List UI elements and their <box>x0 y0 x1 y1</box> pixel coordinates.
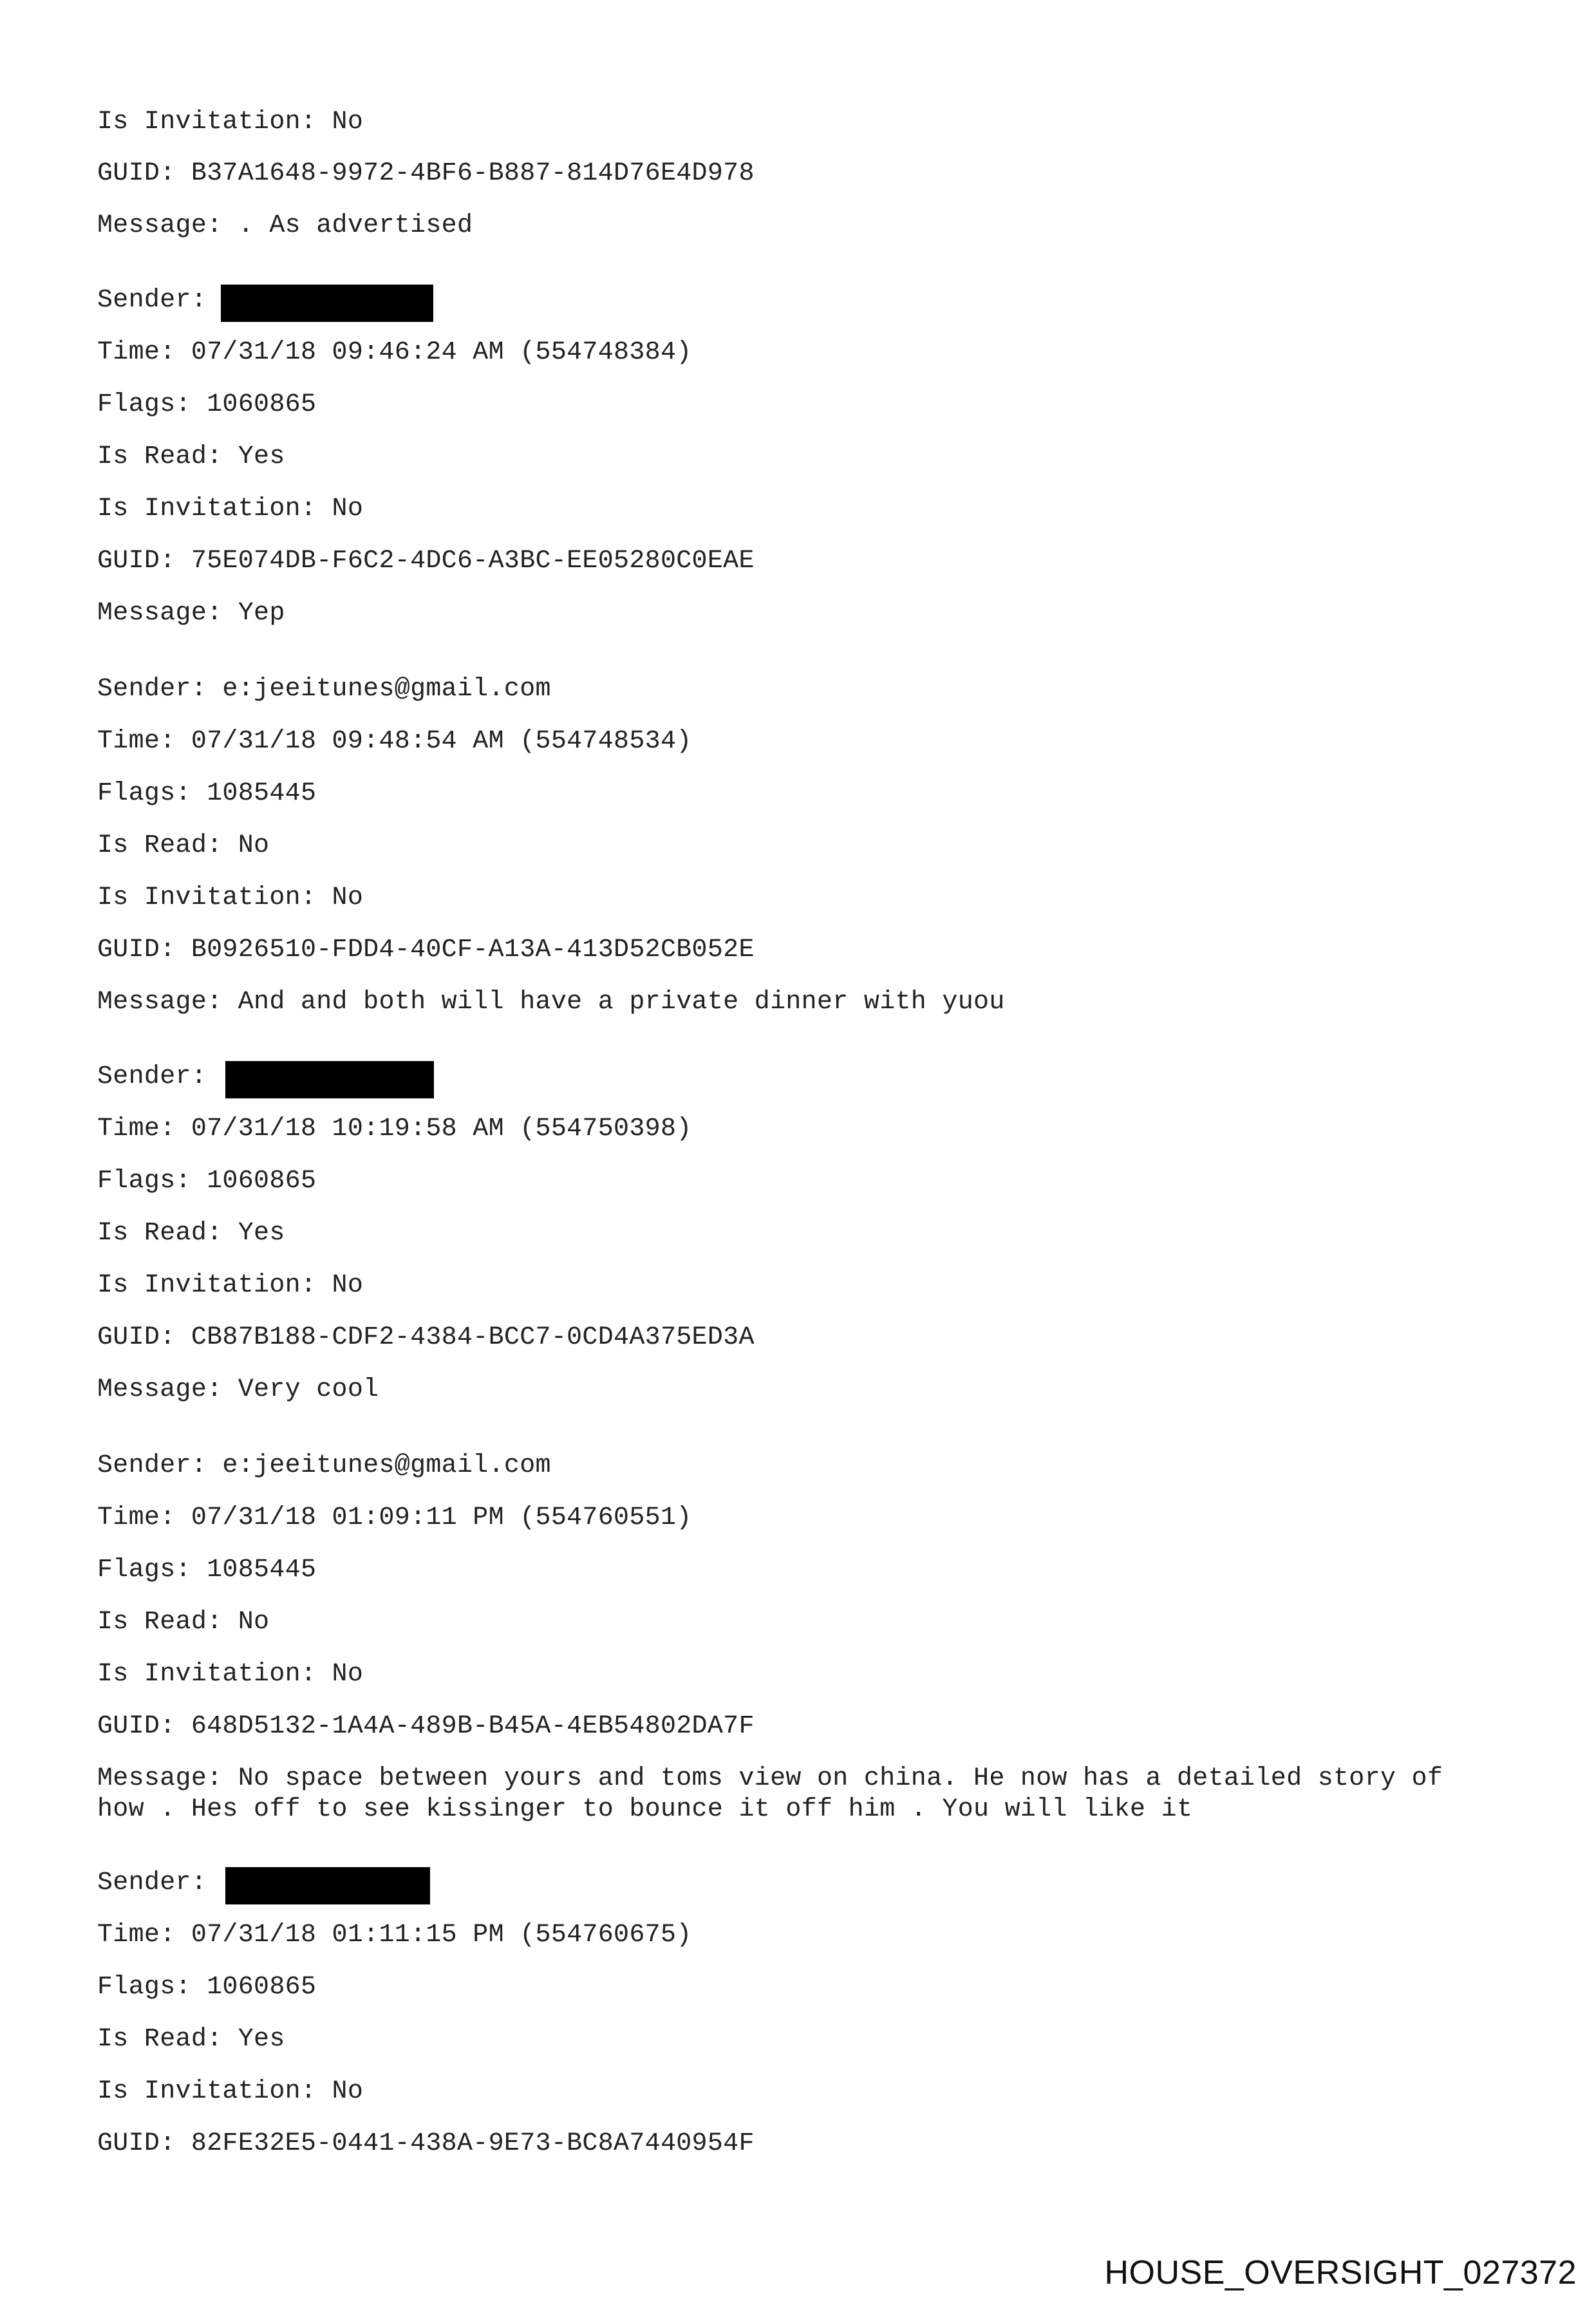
time-line: Time: 07/31/18 09:46:24 AM (554748384) <box>97 338 692 367</box>
guid-line: GUID: B37A1648-9972-4BF6-B887-814D76E4D978 <box>97 159 755 188</box>
is-read-line: Is Read: Yes <box>97 1219 285 1248</box>
is-read-line: Is Read: Yes <box>97 442 285 471</box>
invitation-line: Is Invitation: No <box>97 1271 364 1300</box>
sender-line: Sender: e:jeeitunes@gmail.com <box>97 1451 551 1480</box>
flags-line: Flags: 1085445 <box>97 1556 317 1584</box>
invitation-line: Is Invitation: No <box>97 108 364 136</box>
message-line: Message: Very cool <box>97 1375 379 1404</box>
invitation-line: Is Invitation: No <box>97 494 364 523</box>
flags-line: Flags: 1060865 <box>97 390 317 419</box>
guid-line: GUID: 648D5132-1A4A-489B-B45A-4EB54802DA7F <box>97 1712 755 1741</box>
is-read-line: Is Read: Yes <box>97 2025 285 2054</box>
invitation-line: Is Invitation: No <box>97 1660 364 1689</box>
is-read-line: Is Read: No <box>97 1608 270 1637</box>
guid-line: GUID: 82FE32E5-0441-438A-9E73-BC8A7440954F <box>97 2129 755 2158</box>
redaction-box <box>225 1061 434 1098</box>
guid-line: GUID: CB87B188-CDF2-4384-BCC7-0CD4A375ED3A <box>97 1323 755 1352</box>
bates-number: HOUSE_OVERSIGHT_027372 <box>1104 2254 1577 2291</box>
time-line: Time: 07/31/18 09:48:54 AM (554748534) <box>97 727 692 756</box>
sender-line: Sender: <box>97 1062 207 1091</box>
sender-line: Sender: <box>97 1868 207 1897</box>
sender-line: Sender: <box>97 286 207 315</box>
message-line: Message: And and both will have a private dinner with yuou <box>97 988 1005 1017</box>
flags-line: Flags: 1060865 <box>97 1167 317 1196</box>
message-line: Message: Yep <box>97 599 285 628</box>
is-read-line: Is Read: No <box>97 831 270 860</box>
invitation-line: Is Invitation: No <box>97 2077 364 2106</box>
invitation-line: Is Invitation: No <box>97 883 364 912</box>
time-line: Time: 07/31/18 01:09:11 PM (554760551) <box>97 1503 692 1532</box>
redaction-box <box>221 285 433 322</box>
sender-line: Sender: e:jeeitunes@gmail.com <box>97 675 551 704</box>
redaction-box <box>225 1867 430 1904</box>
message-line: Message: No space between yours and toms view on china. He now has a detailed story of how . Hes off to see kissinger to bounce it off him . You will like it <box>97 1764 1443 1824</box>
guid-line: GUID: 75E074DB-F6C2-4DC6-A3BC-EE05280C0EAE <box>97 547 755 576</box>
message-line: Message: . As advertised <box>97 211 473 240</box>
flags-line: Flags: 1085445 <box>97 779 317 808</box>
time-line: Time: 07/31/18 01:11:15 PM (554760675) <box>97 1921 692 1950</box>
guid-line: GUID: B0926510-FDD4-40CF-A13A-413D52CB052E <box>97 935 755 964</box>
time-line: Time: 07/31/18 10:19:58 AM (554750398) <box>97 1114 692 1143</box>
flags-line: Flags: 1060865 <box>97 1973 317 2002</box>
